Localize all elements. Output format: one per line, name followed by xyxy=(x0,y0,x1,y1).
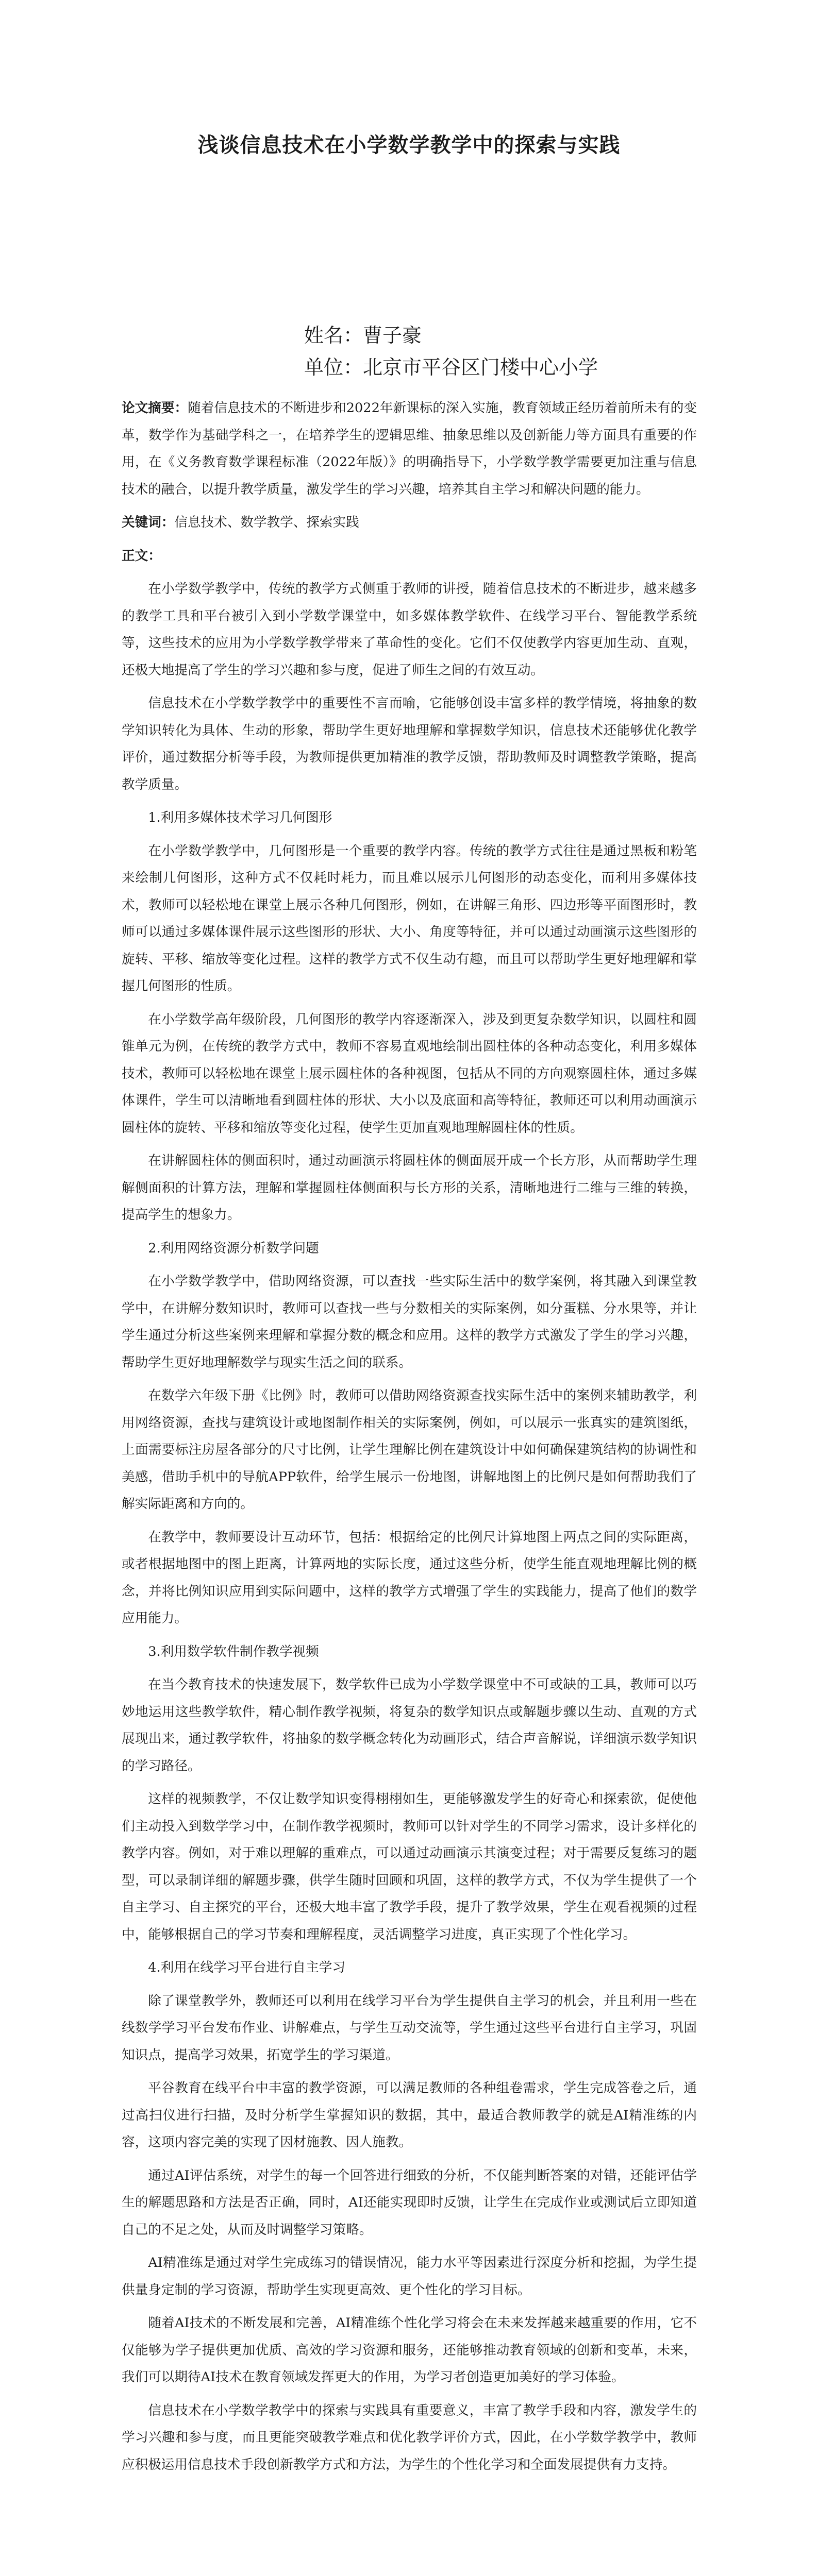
section-paragraph: 在数学六年级下册《比例》时，教师可以借助网络资源查找实际生活中的案例来辅助教学，利用网络资源，查找与建筑设计或地图制作相关的实际案例，例如，可以展示一张真实的建筑图纸，上面需要标注房屋各部分的尺寸比例，让学生理解比例在建筑设计中如何确保建筑结构的协调性和美感，借助手机中的导航APP软件，给学生展示一份地图，讲解地图上的比例尺是如何帮助我们了解实际距离和方向的。 xyxy=(122,1388,697,1512)
section-paragraph: 随着AI技术的不断发展和完善，AI精准练个性化学习将会在未来发挥越来越重要的作用，它不仅能够为学子提供更加优质、高效的学习资源和服务，还能够推动教育领域的创新和变革，未来，我们可以期待AI技术在教育领域发挥更大的作用，为学习者创造更加美好的学习体验。 xyxy=(122,2315,697,2385)
intro-paragraph: 在小学数学教学中，传统的教学方式侧重于教师的讲授，随着信息技术的不断进步，越来越多的教学工具和平台被引入到小学数学课堂中，如多媒体教学软件、在线学习平台、智能教学系统等，这些技术的应用为小学数学教学带来了革命性的变化。它们不仅使教学内容更加生动、直观，还极大地提高了学生的学习兴趣和参与度，促进了师生之间的有效互动。 xyxy=(122,581,697,678)
section-heading: 2.利用网络资源分析数学问题 xyxy=(148,1240,319,1256)
keywords-paragraph xyxy=(122,509,697,536)
section-paragraph: 平谷教育在线平台中丰富的教学资源，可以满足教师的各种组卷需求，学生完成答卷之后，通过高扫仪进行扫描，及时分析学生掌握知识的数据，其中，最适合教师教学的就是AI精准练的内容，这项内容完美的实现了因材施教、因人施教。 xyxy=(122,2080,697,2150)
keywords-text: 信息技术、数学教学、探索实践 xyxy=(174,515,359,530)
section-paragraph: 除了课堂教学外，教师还可以利用在线学习平台为学生提供自主学习的机会，并且利用一些在线数学学习平台发布作业、讲解难点，与学生互动交流等，学生通过这些平台进行自主学习，巩固知识点，提高学习效果，拓宽学生的学习渠道。 xyxy=(122,1993,697,2063)
section-paragraph: 在小学数学教学中，几何图形是一个重要的教学内容。传统的教学方式往往是通过黑板和粉笔来绘制几何图形，这种方式不仅耗时耗力，而且难以展示几何图形的动态变化，而利用多媒体技术，教师可以轻松地在课堂上展示各种几何图形，例如，在讲解三角形、四边形等平面图形时，教师可以通过多媒体课件展示这些图形的形状、大小、角度等特征，并可以通过动画演示这些图形的旋转、平移、缩放等变化过程。这样的教学方式不仅生动有趣，而且可以帮助学生更好地理解和掌握几何图形的性质。 xyxy=(122,843,697,994)
section-heading: 1.利用多媒体技术学习几何图形 xyxy=(148,810,332,825)
author-name-label: 姓名： xyxy=(304,324,363,347)
paper-content xyxy=(122,395,697,2484)
author-name-line xyxy=(304,319,598,351)
author-block xyxy=(304,319,598,383)
abstract-paragraph xyxy=(122,395,697,503)
abstract-text: 随着信息技术的不断进步和2022年新课标的深入实施，教育领域正经历着前所未有的变革，数学作为基础学科之一，在培养学生的逻辑思维、抽象思维以及创新能力等方面具有重要的作用，在《义务教育数学课程标准（2022年版）》的明确指导下，小学数学教学需要更加注重与信息技术的融合，以提升教学质量，激发学生的学习兴趣，培养其自主学习和解决问题的能力。 xyxy=(122,400,697,497)
section-paragraph: 在小学数学教学中，借助网络资源，可以查找一些实际生活中的数学案例，将其融入到课堂教学中，在讲解分数知识时，教师可以查找一些与分数相关的实际案例，如分蛋糕、分水果等，并让学生通过分析这些案例来理解和掌握分数的概念和应用。这样的教学方式激发了学生的学习兴趣，帮助学生更好地理解数学与现实生活之间的联系。 xyxy=(122,1274,697,1370)
section-paragraph: 在小学数学高年级阶段，几何图形的教学内容逐渐深入，涉及到更复杂数学知识，以圆柱和圆锥单元为例，在传统的教学方式中，教师不容易直观地绘制出圆柱体的各种动态变化，利用多媒体技术，教师可以轻松地在课堂上展示圆柱体的各种视图，包括从不同的方向观察圆柱体，通过多媒体课件，学生可以清晰地看到圆柱体的形状、大小以及底面和高等特征，教师还可以利用动画演示圆柱体的旋转、平移和缩放等变化过程，使学生更加直观地理解圆柱体的性质。 xyxy=(122,1011,697,1136)
author-name: 曹子豪 xyxy=(363,324,422,347)
author-unit: 北京市平谷区门楼中心小学 xyxy=(363,356,598,379)
section-paragraph: 在当今教育技术的快速发展下，数学软件已成为小学数学课堂中不可或缺的工具，教师可以巧妙地运用这些教学软件，精心制作教学视频，将复杂的数学知识点或解题步骤以生动、直观的方式展现出来，通过教学软件，将抽象的数学概念转化为动画形式，结合声音解说，详细演示数学知识的学习路径。 xyxy=(122,1677,697,1774)
author-unit-line xyxy=(304,351,598,383)
author-unit-label: 单位： xyxy=(304,356,363,379)
paper-title: 浅谈信息技术在小学数学教学中的探索与实践 xyxy=(197,133,621,157)
body-label: 正文： xyxy=(122,548,161,564)
intro-paragraph: 信息技术在小学数学教学中的重要性不言而喻，它能够创设丰富多样的教学情境，将抽象的数学知识转化为具体、生动的形象，帮助学生更好地理解和掌握数学知识，信息技术还能够优化教学评价，通过数据分析等手段，为教师提供更加精准的教学反馈，帮助教师及时调整教学策略，提高教学质量。 xyxy=(122,696,697,792)
section-paragraph: 通过AI评估系统，对学生的每一个回答进行细致的分析，不仅能判断答案的对错，还能评估学生的解题思路和方法是否正确，同时，AI还能实现即时反馈，让学生在完成作业或测试后立即知道自己的不足之处，从而及时调整学习策略。 xyxy=(122,2167,697,2238)
abstract-label: 论文摘要： xyxy=(122,400,188,416)
section-heading: 4.利用在线学习平台进行自主学习 xyxy=(148,1960,345,1975)
keywords-label: 关键词： xyxy=(122,515,175,530)
body-label-paragraph xyxy=(122,543,697,570)
section-paragraph: 这样的视频教学，不仅让数学知识变得栩栩如生，更能够激发学生的好奇心和探索欲，促使他们主动投入到数学学习中，在制作教学视频时，教师可以针对学生的不同学习需求，设计多样化的教学内容。例如，对于难以理解的重难点，可以通过动画演示其演变过程；对于需要反复练习的题型，可以录制详细的解题步骤，供学生随时回顾和巩固，这样的教学方式，不仅为学生提供了一个自主学习、自主探究的平台，还极大地丰富了教学手段，提升了教学效果，学生在观看视频的过程中，能够根据自己的学习节奏和理解程度，灵活调整学习进度，真正实现了个性化学习。 xyxy=(122,1791,697,1942)
section-paragraph: AI精准练是通过对学生完成练习的错误情况，能力水平等因素进行深度分析和挖掘，为学生提供量身定制的学习资源，帮助学生实现更高效、更个性化的学习目标。 xyxy=(122,2255,697,2298)
section-paragraph: 信息技术在小学数学教学中的探索与实践具有重要意义，丰富了教学手段和内容，激发学生的学习兴趣和参与度，而且更能突破教学难点和优化教学评价方式，因此，在小学数学教学中，教师应积极运用信息技术手段创新教学方式和方法，为学生的个性化学习和全面发展提供有力支持。 xyxy=(122,2402,697,2472)
section-heading: 3.利用数学软件制作教学视频 xyxy=(148,1643,319,1659)
section-paragraph: 在教学中，教师要设计互动环节，包括：根据给定的比例尺计算地图上两点之间的实际距离，或者根据地图中的图上距离，计算两地的实际长度，通过这些分析，使学生能直观地理解比例的概念，并将比例知识应用到实际问题中，这样的教学方式增强了学生的实践能力，提高了他们的数学应用能力。 xyxy=(122,1529,697,1626)
section-paragraph: 在讲解圆柱体的侧面积时，通过动画演示将圆柱体的侧面展开成一个长方形，从而帮助学生理解侧面积的计算方法，理解和掌握圆柱体侧面积与长方形的关系，清晰地进行二维与三维的转换，提高学生的想象力。 xyxy=(122,1153,697,1223)
